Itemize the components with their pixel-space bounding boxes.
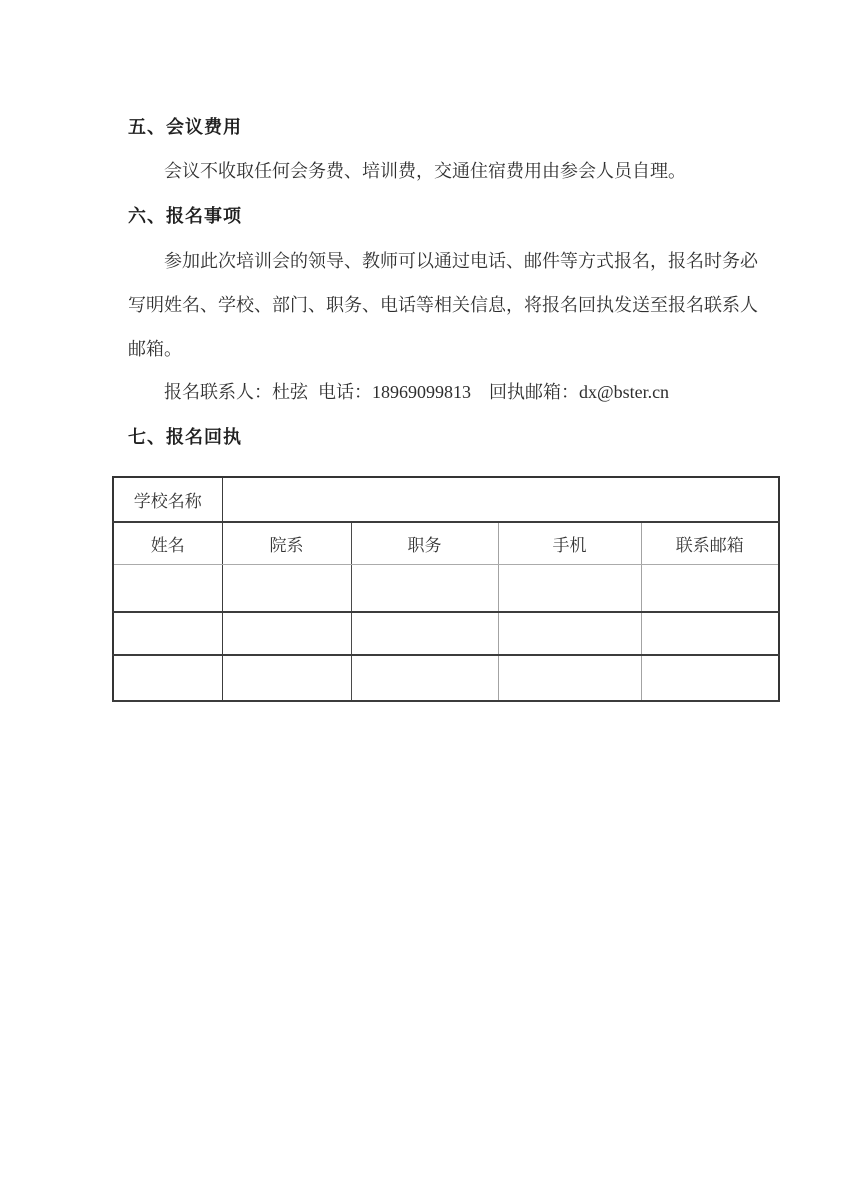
entry-name-cell[interactable]	[113, 565, 222, 613]
contact-person-name: 杜弦	[272, 382, 308, 402]
entry-position-cell[interactable]	[351, 612, 498, 655]
entry-name-cell[interactable]	[113, 612, 222, 655]
registration-contact-line	[164, 381, 669, 403]
entry-position-cell[interactable]	[351, 655, 498, 701]
entry-mobile-cell[interactable]	[498, 612, 641, 655]
registration-paragraph-line-1: 参加此次培训会的领导、教师可以通过电话、邮件等方式报名，报名时务必	[164, 251, 758, 271]
registration-paragraph-line-2: 写明姓名、学校、部门、职务、电话等相关信息，将报名回执发送至报名联系人	[128, 295, 758, 315]
section-registration-heading: 六、报名事项	[128, 206, 242, 226]
contact-person-label: 报名联系人：	[164, 382, 272, 402]
entry-department-cell[interactable]	[222, 612, 351, 655]
table-header-row	[113, 522, 779, 565]
contact-phone-number: 18969099813	[372, 382, 471, 402]
contact-phone-label: 电话：	[318, 382, 372, 402]
registration-paragraph-line-3: 邮箱。	[128, 339, 182, 359]
entry-email-cell[interactable]	[641, 565, 779, 613]
school-name-row	[113, 477, 779, 522]
table-entry-row	[113, 655, 779, 701]
entry-email-cell[interactable]	[641, 612, 779, 655]
column-header-email: 联系邮箱	[641, 522, 779, 565]
table-entry-row	[113, 612, 779, 655]
entry-department-cell[interactable]	[222, 655, 351, 701]
entry-mobile-cell[interactable]	[498, 565, 641, 613]
table-entry-row	[113, 565, 779, 613]
school-name-input-cell[interactable]	[222, 477, 779, 522]
column-header-department: 院系	[222, 522, 351, 565]
section-fees-heading: 五、会议费用	[128, 117, 242, 137]
entry-name-cell[interactable]	[113, 655, 222, 701]
contact-email-address: dx@bster.cn	[579, 382, 670, 402]
column-header-mobile: 手机	[498, 522, 641, 565]
entry-position-cell[interactable]	[351, 565, 498, 613]
entry-department-cell[interactable]	[222, 565, 351, 613]
registration-reply-table	[112, 476, 780, 702]
contact-email-label: 回执邮箱：	[489, 382, 579, 402]
entry-mobile-cell[interactable]	[498, 655, 641, 701]
section-fees-body: 会议不收取任何会务费、培训费，交通住宿费用由参会人员自理。	[164, 161, 686, 181]
entry-email-cell[interactable]	[641, 655, 779, 701]
school-name-label-cell: 学校名称	[113, 477, 222, 522]
section-reply-heading: 七、报名回执	[128, 427, 242, 447]
column-header-position: 职务	[351, 522, 498, 565]
column-header-name: 姓名	[113, 522, 222, 565]
